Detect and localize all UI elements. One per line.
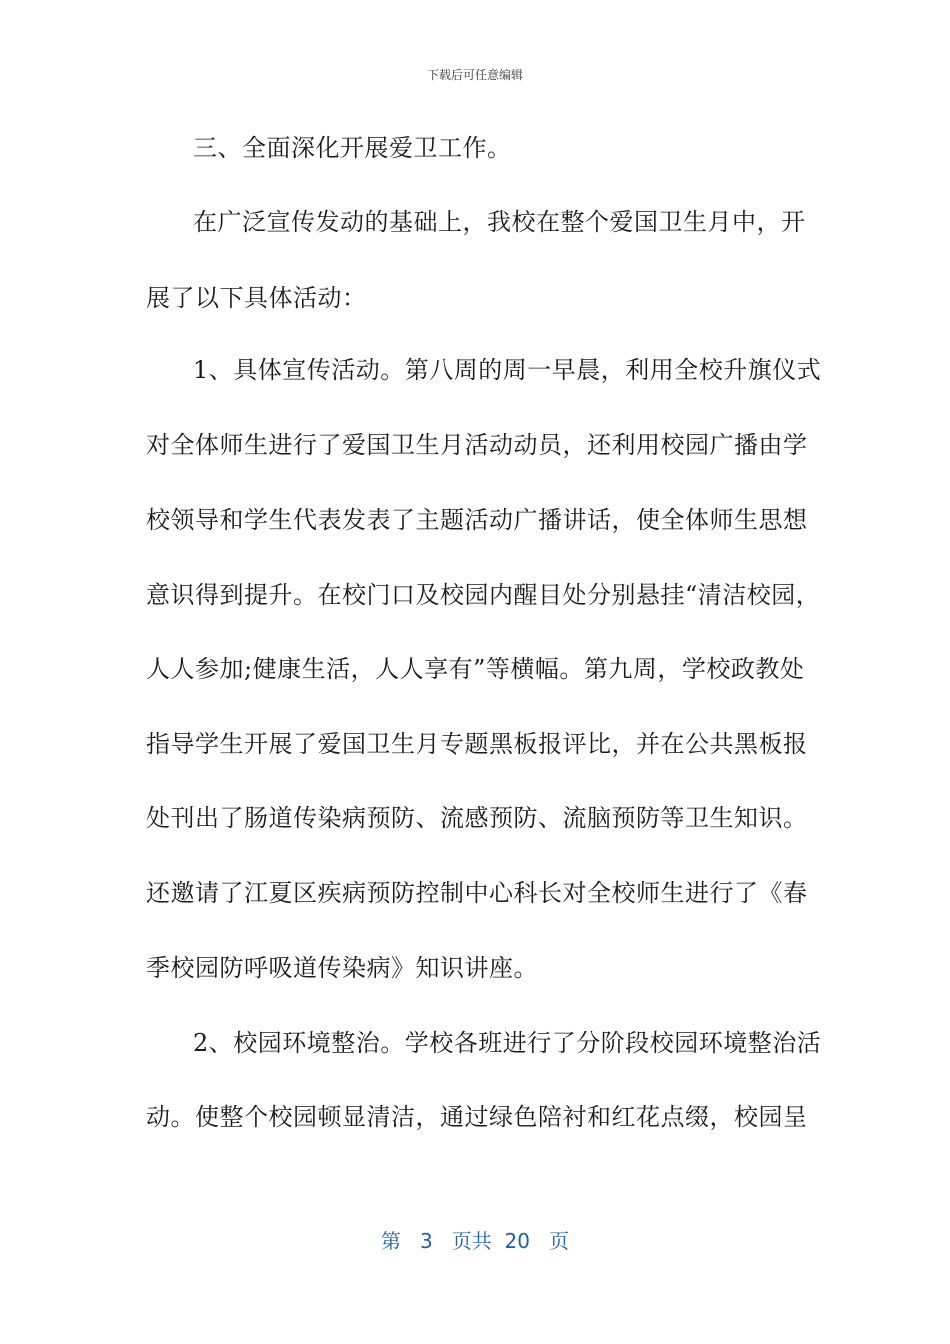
- paragraph-line: 指导学生开展了爱国卫生月专题黑板报评比，并在公共黑板报: [146, 730, 808, 758]
- paragraph-line: 季校园防呼吸道传染病》知识讲座。: [146, 954, 538, 982]
- paragraph-line: 意识得到提升。在校门口及校园内醒目处分别悬挂“清洁校园，: [146, 581, 821, 609]
- paragraph-line: 人人参加;健康生活，人人享有”等横幅。第九周，学校政教处: [146, 655, 805, 683]
- paragraph-line: 校领导和学生代表发表了主题活动广播讲话，使全体师生思想: [146, 506, 808, 534]
- current-page-number: 3: [420, 1229, 433, 1253]
- paragraph-line: 展了以下具体活动：: [146, 284, 367, 312]
- header-note: 下载后可任意编辑: [426, 68, 523, 82]
- section-heading: 三、全面深化开展爱卫工作。: [193, 134, 512, 162]
- paragraph-line: 对全体师生进行了爱国卫生月活动动员，还利用校园广播由学: [146, 431, 808, 459]
- paragraph-line: 还邀请了江夏区疾病预防控制中心科长对全校师生进行了《春: [146, 879, 808, 907]
- paragraph-line: 1、具体宣传活动。第八周的周一早晨，利用全校升旗仪式: [193, 356, 822, 384]
- paragraph-line: 2、校园环境整治。学校各班进行了分阶段校园环境整治活: [193, 1029, 822, 1057]
- paragraph-line: 在广泛宣传发动的基础上，我校在整个爱国卫生月中，开: [193, 208, 806, 236]
- paragraph-line: 动。使整个校园顿显清洁，通过绿色陪衬和红花点缀，校园呈: [146, 1103, 808, 1131]
- footer-middle: 页共: [451, 1229, 492, 1253]
- footer-suffix: 页: [549, 1229, 570, 1253]
- footer-prefix: 第: [380, 1229, 401, 1253]
- paragraph-line: 处刊出了肠道传染病预防、流感预防、流脑预防等卫生知识。: [146, 804, 808, 832]
- total-pages-number: 20: [504, 1229, 530, 1253]
- page-footer: [0, 1225, 950, 1254]
